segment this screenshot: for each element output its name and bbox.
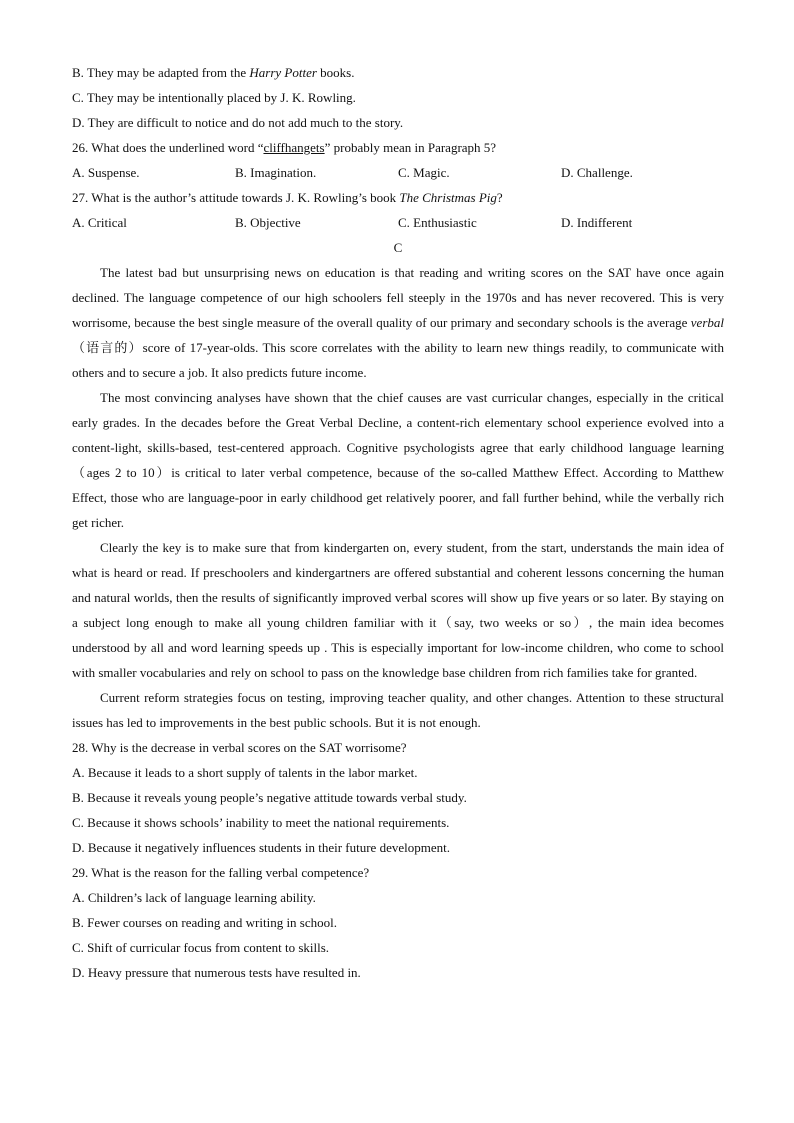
q28-option-d: D. Because it negatively influences students in their future development. bbox=[72, 840, 450, 855]
q26-option-a: A. Suspense. bbox=[72, 165, 140, 180]
q27-option-c: C. Enthusiastic bbox=[398, 215, 477, 230]
q26-option-c: C. Magic. bbox=[398, 165, 450, 180]
underlined-word: cliffhangets bbox=[263, 140, 325, 155]
q25-option-c: C. They may be intentionally placed by J. K. Rowling. bbox=[72, 90, 356, 105]
section-label: C bbox=[393, 240, 403, 255]
q29-option-a: A. Children’s lack of language learning ability. bbox=[72, 890, 316, 905]
q27-option-a: A. Critical bbox=[72, 215, 127, 230]
q26-option-d: D. Challenge. bbox=[561, 165, 633, 180]
q26-option-b: B. Imagination. bbox=[235, 165, 317, 180]
q29-option-b: B. Fewer courses on reading and writing in school. bbox=[72, 915, 338, 930]
passage-paragraph-1: The latest bad but unsurprising news on education is that reading and writing scores on the SAT have once again declined. The language competence of our high schoolers fell steeply in the 1970s and has never recovered. This is very worrisome, because the best single measure of the overall quality of our primary and secondary schools is the average verbal（语言的）score of 17-year-olds. This score correlates with the ability to learn new things readily, to communicate with others and to secure a job. It also predicts future income. bbox=[72, 265, 724, 380]
q27-options bbox=[72, 210, 724, 235]
q27-option-d: D. Indifferent bbox=[561, 215, 633, 230]
q29-option-c: C. Shift of curricular focus from content to skills. bbox=[72, 940, 330, 955]
q28-option-c: C. Because it shows schools’ inability to meet the national requirements. bbox=[72, 815, 450, 830]
q26-options bbox=[72, 160, 724, 185]
q25-option-d: D. They are difficult to notice and do not add much to the story. bbox=[72, 115, 404, 130]
q28-question: 28. Why is the decrease in verbal scores on the SAT worrisome? bbox=[72, 740, 407, 755]
q28-option-b: B. Because it reveals young people’s negative attitude towards verbal study. bbox=[72, 790, 467, 805]
passage-paragraph-4: Current reform strategies focus on testing, improving teacher quality, and other changes. Attention to these structural issues has led to improvements in the best public schools. But it is not enough. bbox=[72, 690, 724, 730]
exam-page bbox=[72, 60, 724, 985]
passage-paragraph-2: The most convincing analyses have shown that the chief causes are vast curricular changes, especially in the critical early grades. In the decades before the Great Verbal Decline, a content-rich elementary school experience evolved into a content-light, skills-based, test-centered approach. Cognitive psychologists agree that early childhood language learning（ages 2 to 10）is critical to later verbal competence, because of the so-called Matthew Effect. According to Matthew Effect, those who are language-poor in early childhood get relatively poorer, and fall further behind, while the verbally rich get richer. bbox=[72, 390, 724, 530]
q28-option-a: A. Because it leads to a short supply of talents in the labor market. bbox=[72, 765, 418, 780]
passage-paragraph-3: Clearly the key is to make sure that from kindergarten on, every student, from the start, understands the main idea of what is heard or read. If preschoolers and kindergartners are offered substantial and coherent lessons concerning the human and natural worlds, then the results of significantly improved verbal scores will show up five years or so later. By staying on a subject long enough to make all young children familiar with it（say, two weeks or so）, the main idea becomes understood by all and word learning speeds up . This is especially important for low-income children, who come to school with smaller vocabularies and rely on school to pass on the knowledge base children from rich families take for granted. bbox=[72, 540, 724, 680]
q27-option-b: B. Objective bbox=[235, 215, 301, 230]
q25-option-b: B. They may be adapted from the Harry Potter books. bbox=[72, 65, 355, 80]
q26-question: 26. What does the underlined word “cliffhangets” probably mean in Paragraph 5? bbox=[72, 140, 497, 155]
q27-question: 27. What is the author’s attitude towards J. K. Rowling’s book The Christmas Pig? bbox=[72, 190, 503, 205]
q29-option-d: D. Heavy pressure that numerous tests have resulted in. bbox=[72, 965, 361, 980]
q29-question: 29. What is the reason for the falling verbal competence? bbox=[72, 865, 370, 880]
